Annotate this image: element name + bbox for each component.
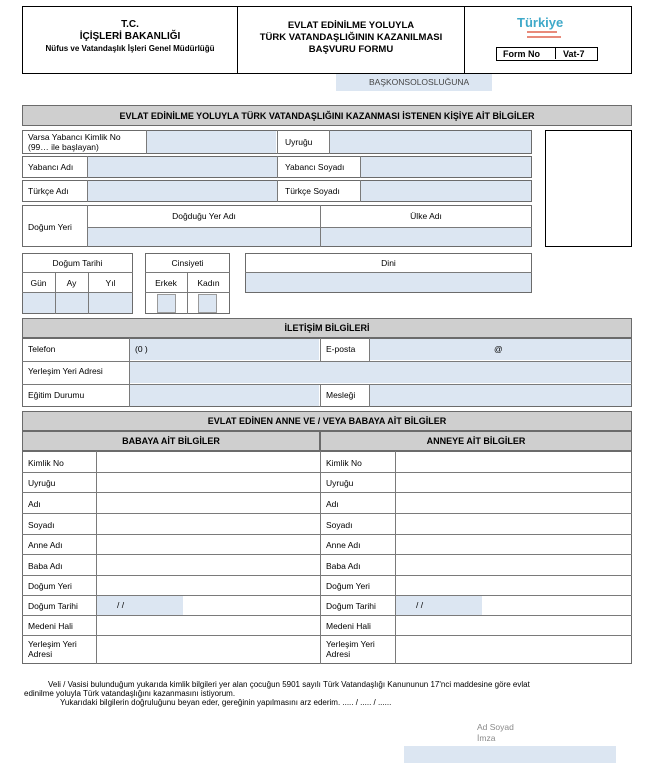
- profession-input[interactable]: [370, 385, 631, 406]
- turkish-surname-input[interactable]: [361, 181, 531, 201]
- profession-label: Mesleği: [326, 390, 356, 400]
- signature-input[interactable]: [404, 746, 616, 763]
- mother-field-label: Baba Adı: [326, 561, 361, 571]
- signature-name-label: Ad Soyad: [477, 722, 514, 732]
- mother-field-label: Soyadı: [326, 520, 353, 530]
- father-birth-date-slashes: / /: [117, 600, 125, 610]
- turkiye-logo: Türkiye: [517, 15, 564, 30]
- foreign-name-label: Yabancı Adı: [28, 162, 74, 172]
- country-name-input[interactable]: [321, 228, 531, 246]
- mother-field-label: Medeni Hali: [326, 621, 371, 631]
- ministry-name: İÇİŞLERİ BAKANLIĞI: [79, 31, 181, 42]
- address-input[interactable]: [130, 362, 631, 383]
- father-title-bar: [22, 431, 320, 451]
- father-field-input[interactable]: [97, 473, 320, 492]
- father-title: BABAYA AİT BİLGİLER: [122, 436, 220, 446]
- religion-input[interactable]: [246, 273, 531, 292]
- father-field-label: Adı: [28, 499, 41, 509]
- father-field-input[interactable]: [97, 555, 320, 575]
- mother-field-label: Uyruğu: [326, 478, 354, 488]
- father-field-label: Baba Adı: [28, 561, 63, 571]
- mother-field-label: Adı: [326, 499, 339, 509]
- foreign-surname-input[interactable]: [361, 157, 531, 177]
- header-logo-box: [464, 6, 632, 74]
- year-input[interactable]: [89, 293, 132, 313]
- form-title-line2: TÜRK VATANDAŞLIĞININ KAZANILMASI: [259, 32, 443, 43]
- gender-label: Cinsiyeti: [171, 258, 204, 268]
- mother-field-label: Doğum Yeri: [326, 581, 370, 591]
- signature-sign-label: İmza: [477, 733, 496, 743]
- mother-field-input[interactable]: [396, 535, 631, 554]
- education-label: Eğitim Durumu: [28, 390, 85, 400]
- female-checkbox[interactable]: [198, 294, 217, 313]
- consulate-label: BAŞKONSOLOSLUĞUNA: [369, 77, 470, 87]
- header-ministry-box: [22, 6, 238, 74]
- mother-field-input[interactable]: [396, 636, 631, 664]
- logo-tagline-2: [527, 36, 561, 38]
- father-address-label-1: Yerleşim Yeri: [28, 639, 77, 649]
- birth-place-name-label: Doğduğu Yer Adı: [172, 211, 236, 221]
- phone-label: Telefon: [28, 344, 56, 354]
- foreign-name-input[interactable]: [88, 157, 277, 177]
- father-field-input[interactable]: [97, 636, 320, 664]
- father-field-label: Doğum Tarihi: [28, 601, 78, 611]
- mother-field-input[interactable]: [396, 616, 631, 635]
- form-title-line3: BAŞVURU FORMU: [308, 44, 394, 55]
- ministry-directorate: Nüfus ve Vatandaşlık İşleri Genel Müdürlüğü: [45, 44, 215, 53]
- form-no-label: Form No: [503, 49, 540, 59]
- father-field-label: Kimlik No: [28, 458, 64, 468]
- ministry-tc: T.C.: [121, 19, 139, 30]
- form-no-value: Vat-7: [563, 49, 585, 59]
- mother-field-input[interactable]: [396, 452, 631, 472]
- month-input[interactable]: [56, 293, 88, 313]
- father-field-input[interactable]: [97, 576, 320, 595]
- section1-title: EVLAT EDİNİLME YOLUYLA TÜRK VATANDAŞLIĞINI KAZANMASI İSTENEN KİŞİYE AİT BİLGİLER: [119, 111, 535, 121]
- mother-field-input[interactable]: [396, 576, 631, 595]
- declaration-line3: Yukarıdaki bilgilerin doğruluğunu beyan eder, gereğinin yapılmasını arz ederim. ..... / ..... / ......: [60, 698, 392, 707]
- male-checkbox[interactable]: [157, 294, 176, 313]
- section1-title-bar: [22, 105, 632, 126]
- foreign-id-label-1: Varsa Yabancı Kimlik No: [28, 132, 121, 142]
- contact-title: İLETİŞİM BİLGİLERİ: [284, 323, 370, 333]
- form-title-line1: EVLAT EDİNİLME YOLUYLA: [287, 20, 415, 31]
- mother-field-label: Anne Adı: [326, 540, 361, 550]
- education-input[interactable]: [130, 385, 319, 406]
- day-input[interactable]: [23, 293, 55, 313]
- mother-title: ANNEYE AİT BİLGİLER: [426, 436, 526, 446]
- birth-place-label: Doğum Yeri: [28, 222, 72, 232]
- email-label: E-posta: [326, 344, 356, 354]
- father-field-input[interactable]: [97, 616, 320, 635]
- year-label: Yıl: [105, 278, 116, 288]
- mother-field-label: Kimlik No: [326, 458, 362, 468]
- declaration-line2: edinilme yoluyla Türk vatandaşlığını kazanmasını istiyorum.: [24, 689, 236, 698]
- mother-field-input[interactable]: [396, 514, 631, 534]
- mother-address-label-1: Yerleşim Yeri: [326, 639, 375, 649]
- foreign-id-input[interactable]: [147, 131, 276, 153]
- declaration-line1: Veli / Vasisi bulunduğum yukarıda kimlik bilgileri yer alan çocuğun 5901 sayılı Türk Vatandaşlığı Kanununun 17'nci maddesine göre evlat: [48, 680, 530, 689]
- parents-title: EVLAT EDİNEN ANNE VE / VEYA BABAYA AİT BİLGİLER: [207, 416, 447, 426]
- mother-field-input[interactable]: [396, 555, 631, 575]
- mother-birth-date-input[interactable]: [396, 596, 482, 615]
- address-label: Yerleşim Yeri Adresi: [28, 366, 103, 376]
- father-field-label: Doğum Yeri: [28, 581, 72, 591]
- father-field-label: Soyadı: [28, 520, 55, 530]
- mother-field-label: Doğum Tarihi: [326, 601, 376, 611]
- header-title-box: [237, 6, 465, 74]
- foreign-id-label-2: (99… ile başlayan): [28, 142, 99, 152]
- father-field-input[interactable]: [97, 452, 320, 472]
- email-at: @: [494, 344, 503, 354]
- day-label: Gün: [30, 278, 47, 288]
- form-no-box: [496, 47, 598, 61]
- turkish-name-input[interactable]: [88, 181, 277, 201]
- religion-label: Dini: [381, 258, 396, 268]
- month-label: Ay: [66, 278, 77, 288]
- father-field-input[interactable]: [97, 493, 320, 513]
- nationality-label: Uyruğu: [285, 137, 313, 147]
- mother-field-input[interactable]: [396, 493, 631, 513]
- turkish-surname-label: Türkçe Soyadı: [285, 186, 340, 196]
- mother-birth-date-slashes: / /: [416, 600, 424, 610]
- father-field-input[interactable]: [97, 535, 320, 554]
- nationality-input[interactable]: [330, 131, 531, 153]
- father-birth-date-input[interactable]: [97, 596, 183, 615]
- country-name-label: Ülke Adı: [410, 211, 442, 221]
- phone-value: (0 ): [135, 344, 148, 354]
- logo-tagline: [527, 31, 557, 33]
- birth-date-label: Doğum Tarihi: [52, 258, 103, 268]
- turkish-name-label: Türkçe Adı: [28, 186, 69, 196]
- birth-place-name-input[interactable]: [88, 228, 320, 246]
- female-label: Kadın: [197, 278, 220, 288]
- father-field-label: Medeni Hali: [28, 621, 73, 631]
- father-field-label: Uyruğu: [28, 478, 56, 488]
- father-field-label: Anne Adı: [28, 540, 63, 550]
- mother-field-input[interactable]: [396, 473, 631, 492]
- parents-title-bar: [22, 411, 632, 431]
- male-label: Erkek: [155, 278, 177, 288]
- mother-title-bar: [320, 431, 632, 451]
- contact-title-bar: [22, 318, 632, 338]
- phone-input[interactable]: [130, 339, 319, 360]
- father-address-label-2: Adresi: [28, 649, 53, 659]
- mother-address-label-2: Adresi: [326, 649, 351, 659]
- photo-box[interactable]: [545, 130, 632, 247]
- father-field-input[interactable]: [97, 514, 320, 534]
- foreign-surname-label: Yabancı Soyadı: [285, 162, 345, 172]
